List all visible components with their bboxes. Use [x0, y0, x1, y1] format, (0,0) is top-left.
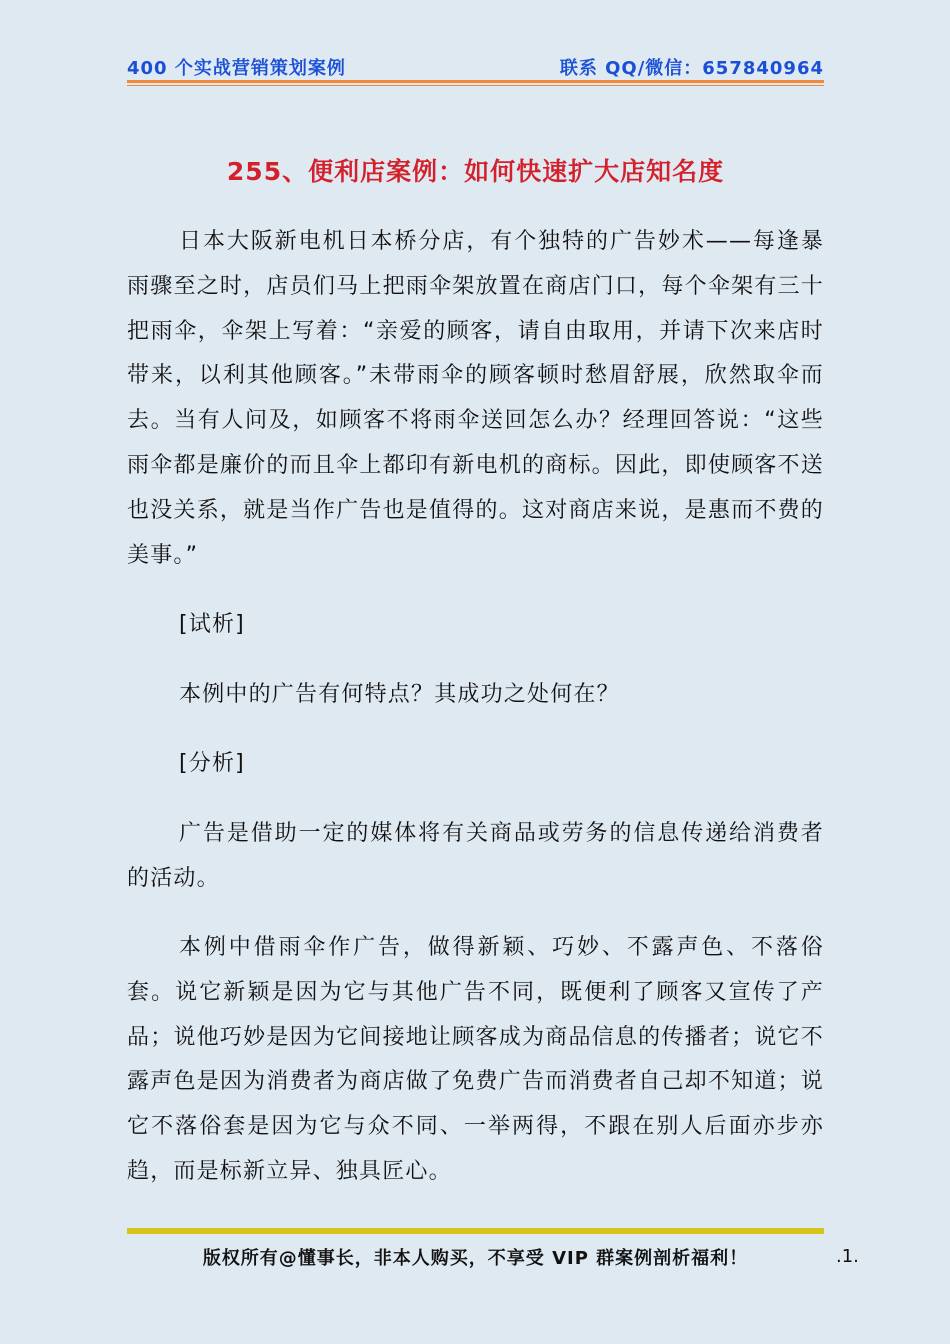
- page-header: [127, 54, 824, 80]
- paragraph-analysis-heading: [分析]: [179, 751, 245, 776]
- paragraph-definition: 广告是借助一定的媒体将有关商品或劳务的信息传递给消费者的活动。: [127, 821, 824, 891]
- footer-copyright: 版权所有@懂事长，非本人购买，不享受 VIP 群案例剖析福利！: [202, 1248, 749, 1269]
- paragraph-trial-heading: [试析]: [179, 612, 245, 637]
- header-contact: 联系 QQ/微信：657840964: [559, 58, 824, 79]
- paragraph-analysis: 本例中借雨伞作广告，做得新颖、巧妙、不露声色、不落俗套。说它新颖是因为它与其他广告不同，既便利了顾客又宣传了产品；说他巧妙是因为它间接地让顾客成为商品信息的传播者；说它不露声色是因为消费者为商店做了免费广告而消费者自己却不知道；说它不落俗套是因为它与众不同、一举两得，不跟在别人后面亦步亦趋，而是标新立异、独具匠心。: [127, 935, 824, 1184]
- header-divider: [127, 80, 824, 83]
- footer-divider: [127, 1228, 824, 1234]
- header-collection-title: 400 个实战营销策划案例: [127, 58, 346, 79]
- page-number: .1.: [836, 1246, 859, 1267]
- header-divider-thin: [127, 85, 824, 86]
- case-title: 255、便利店案例：如何快速扩大店知名度: [226, 157, 725, 186]
- paragraph-case-story: 日本大阪新电机日本桥分店，有个独特的广告妙术——每逢暴雨骤至之时，店员们马上把雨伞架放置在商店门口，每个伞架有三十把雨伞，伞架上写着：“亲爱的顾客，请自由取用，并请下次来店时带来，以利其他顾客。”未带雨伞的顾客顿时愁眉舒展，欣然取伞而去。当有人问及，如顾客不将雨伞送回怎么办？经理回答说：“这些雨伞都是廉价的而且伞上都印有新电机的商标。因此，即使顾客不送也没关系，就是当作广告也是值得的。这对商店来说，是惠而不费的美事。”: [127, 229, 824, 568]
- paragraph-question: 本例中的广告有何特点？其成功之处何在？: [179, 682, 620, 707]
